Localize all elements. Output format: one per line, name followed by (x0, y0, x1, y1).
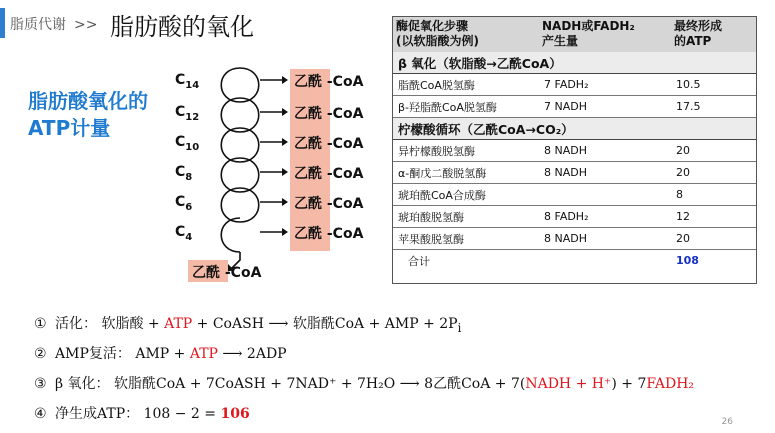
spiral-svg (170, 60, 400, 290)
spiral-loop (221, 188, 259, 222)
acetyl-text: 乙酰 (294, 136, 322, 152)
spiral-loop (221, 128, 259, 162)
header-atp: 最终形成 的ATP (670, 16, 757, 52)
acetyl-text: 乙酰 (294, 226, 322, 242)
cell-cofactor: 8 NADH (538, 140, 670, 162)
page-title: 脂肪酸的氧化 (110, 13, 254, 41)
section-beta-oxidation: β 氧化（软脂酸→乙酰CoA） (392, 52, 757, 74)
eq-label: β 氧化： (55, 376, 110, 392)
acetyl-label (294, 193, 363, 213)
acetyl-final-label (192, 262, 261, 282)
arrow-head (282, 76, 288, 84)
beta-oxidation-spiral-diagram (170, 60, 400, 290)
carbon-label-c4: $C_4$ (175, 224, 193, 243)
cell-enzyme: 异柠檬酸脱氢酶 (392, 140, 538, 162)
coa-text: -CoA (326, 74, 364, 90)
eq-number: ④ (34, 406, 47, 422)
arrow-head (282, 108, 288, 116)
section-citric-acid-cycle: 柠檬酸循环（乙酰CoA→CO₂） (392, 118, 757, 140)
acetyl-label (294, 163, 363, 183)
arrow-head (282, 198, 288, 206)
eq-text: 软脂酰CoA + 7CoASH + 7NAD⁺ + 7H₂O ⟶ 8乙酰CoA + 7( (114, 376, 526, 392)
eq-label: AMP复活： (55, 346, 131, 362)
coa-text: -CoA (326, 226, 364, 242)
page-number: 26 (721, 417, 733, 427)
cell-atp: 8 (670, 184, 757, 206)
carbon-label-c12: $C_{12}$ (175, 104, 200, 123)
section-title: 脂肪酸氧化的ATP计量 (28, 89, 148, 140)
cell-enzyme: 苹果酸脱氢酶 (392, 228, 538, 250)
cell-enzyme: 琥珀酰CoA合成酶 (392, 184, 538, 206)
coa-text: -CoA (326, 196, 364, 212)
acetyl-text: 乙酰 (294, 106, 322, 122)
coa-text: -CoA (326, 136, 364, 152)
arrow-head (282, 138, 288, 146)
eq-label: 活化： (55, 316, 98, 332)
cell-enzyme: 脂酰CoA脱氢酶 (392, 74, 538, 96)
eq-sub: i (457, 320, 462, 335)
cell-cofactor: 8 NADH (538, 162, 670, 184)
header-accent-bar (0, 8, 5, 38)
carbon-label-c8: $C_8$ (175, 164, 193, 183)
eq-text: 108 − 2 = (143, 406, 221, 422)
eq-text: ⟶ 2ADP (217, 346, 287, 362)
coa-text: -CoA (326, 166, 364, 182)
eq-number: ③ (34, 376, 47, 392)
eq-text: ) + 7 (611, 376, 647, 392)
equation-amp-recovery (34, 343, 287, 363)
breadcrumb (10, 14, 103, 34)
eq-atp: ATP (164, 316, 193, 332)
cell-total-label: 合计 (408, 254, 430, 268)
spiral-loops (221, 68, 259, 270)
carbon-label-c6: $C_6$ (175, 194, 193, 213)
cell-cofactor: 7 FADH₂ (538, 74, 670, 96)
carbon-label-c10: $C_{10}$ (175, 134, 200, 153)
cell-atp: 10.5 (670, 74, 757, 96)
eq-atp: ATP (189, 346, 218, 362)
breadcrumb-separator: >> (74, 17, 98, 33)
spiral-loop-end (221, 218, 240, 252)
table-frame (392, 16, 757, 284)
equation-activation (34, 313, 461, 335)
cell-cofactor: 8 FADH₂ (538, 206, 670, 228)
cell-atp: 12 (670, 206, 757, 228)
acetyl-label (294, 103, 363, 123)
eq-text: + CoASH ⟶ 软脂酰CoA + AMP + 2P (192, 316, 458, 332)
arrows (260, 80, 285, 232)
acetyl-label (294, 133, 363, 153)
cell-enzyme: α-酮戊二酸脱氢酶 (392, 162, 538, 184)
arrow-head (282, 228, 288, 236)
acetyl-text: 乙酰 (294, 74, 322, 90)
cell-cofactor: 8 NADH (538, 228, 670, 250)
acetyl-text: 乙酰 (294, 166, 322, 182)
eq-text: AMP + (135, 346, 190, 362)
acetyl-label (294, 223, 363, 243)
cell-atp: 20 (670, 162, 757, 184)
eq-result: 106 (220, 406, 250, 422)
eq-text: 软脂酸 + (101, 316, 165, 332)
header-step: 酶促氧化步骤 (以软脂酸为例) (392, 16, 538, 52)
cell-atp: 20 (670, 140, 757, 162)
cell-atp: 20 (670, 228, 757, 250)
acetyl-label (294, 71, 363, 91)
cell-enzyme: 琥珀酸脱氢酶 (392, 206, 538, 228)
spiral-loop (221, 98, 259, 132)
breadcrumb-label: 脂质代谢 (10, 17, 66, 33)
eq-nadh: NADH + H⁺ (525, 376, 612, 392)
cell-total-value: 108 (676, 254, 699, 267)
equation-beta-oxidation (34, 373, 694, 393)
spiral-loop (221, 158, 259, 192)
arrowheads (226, 76, 288, 272)
coa-text: -CoA (224, 265, 262, 281)
carbon-label-c14: $C_{14}$ (175, 72, 200, 91)
acetyl-text: 乙酰 (192, 265, 220, 281)
cell-atp: 17.5 (670, 96, 757, 118)
spiral-loop (221, 68, 259, 102)
cell-enzyme: β-羟脂酰CoA脱氢酶 (392, 96, 538, 118)
equation-net-atp (34, 403, 250, 423)
eq-fadh: FADH₂ (646, 376, 695, 392)
acetyl-text: 乙酰 (294, 196, 322, 212)
eq-number: ② (34, 346, 47, 362)
eq-number: ① (34, 316, 47, 332)
coa-text: -CoA (326, 106, 364, 122)
eq-label: 净生成ATP： (55, 406, 140, 422)
cell-cofactor: 7 NADH (538, 96, 670, 118)
header-cofactor: NADH或FADH₂ 产生量 (538, 16, 670, 52)
arrow-head (282, 168, 288, 176)
